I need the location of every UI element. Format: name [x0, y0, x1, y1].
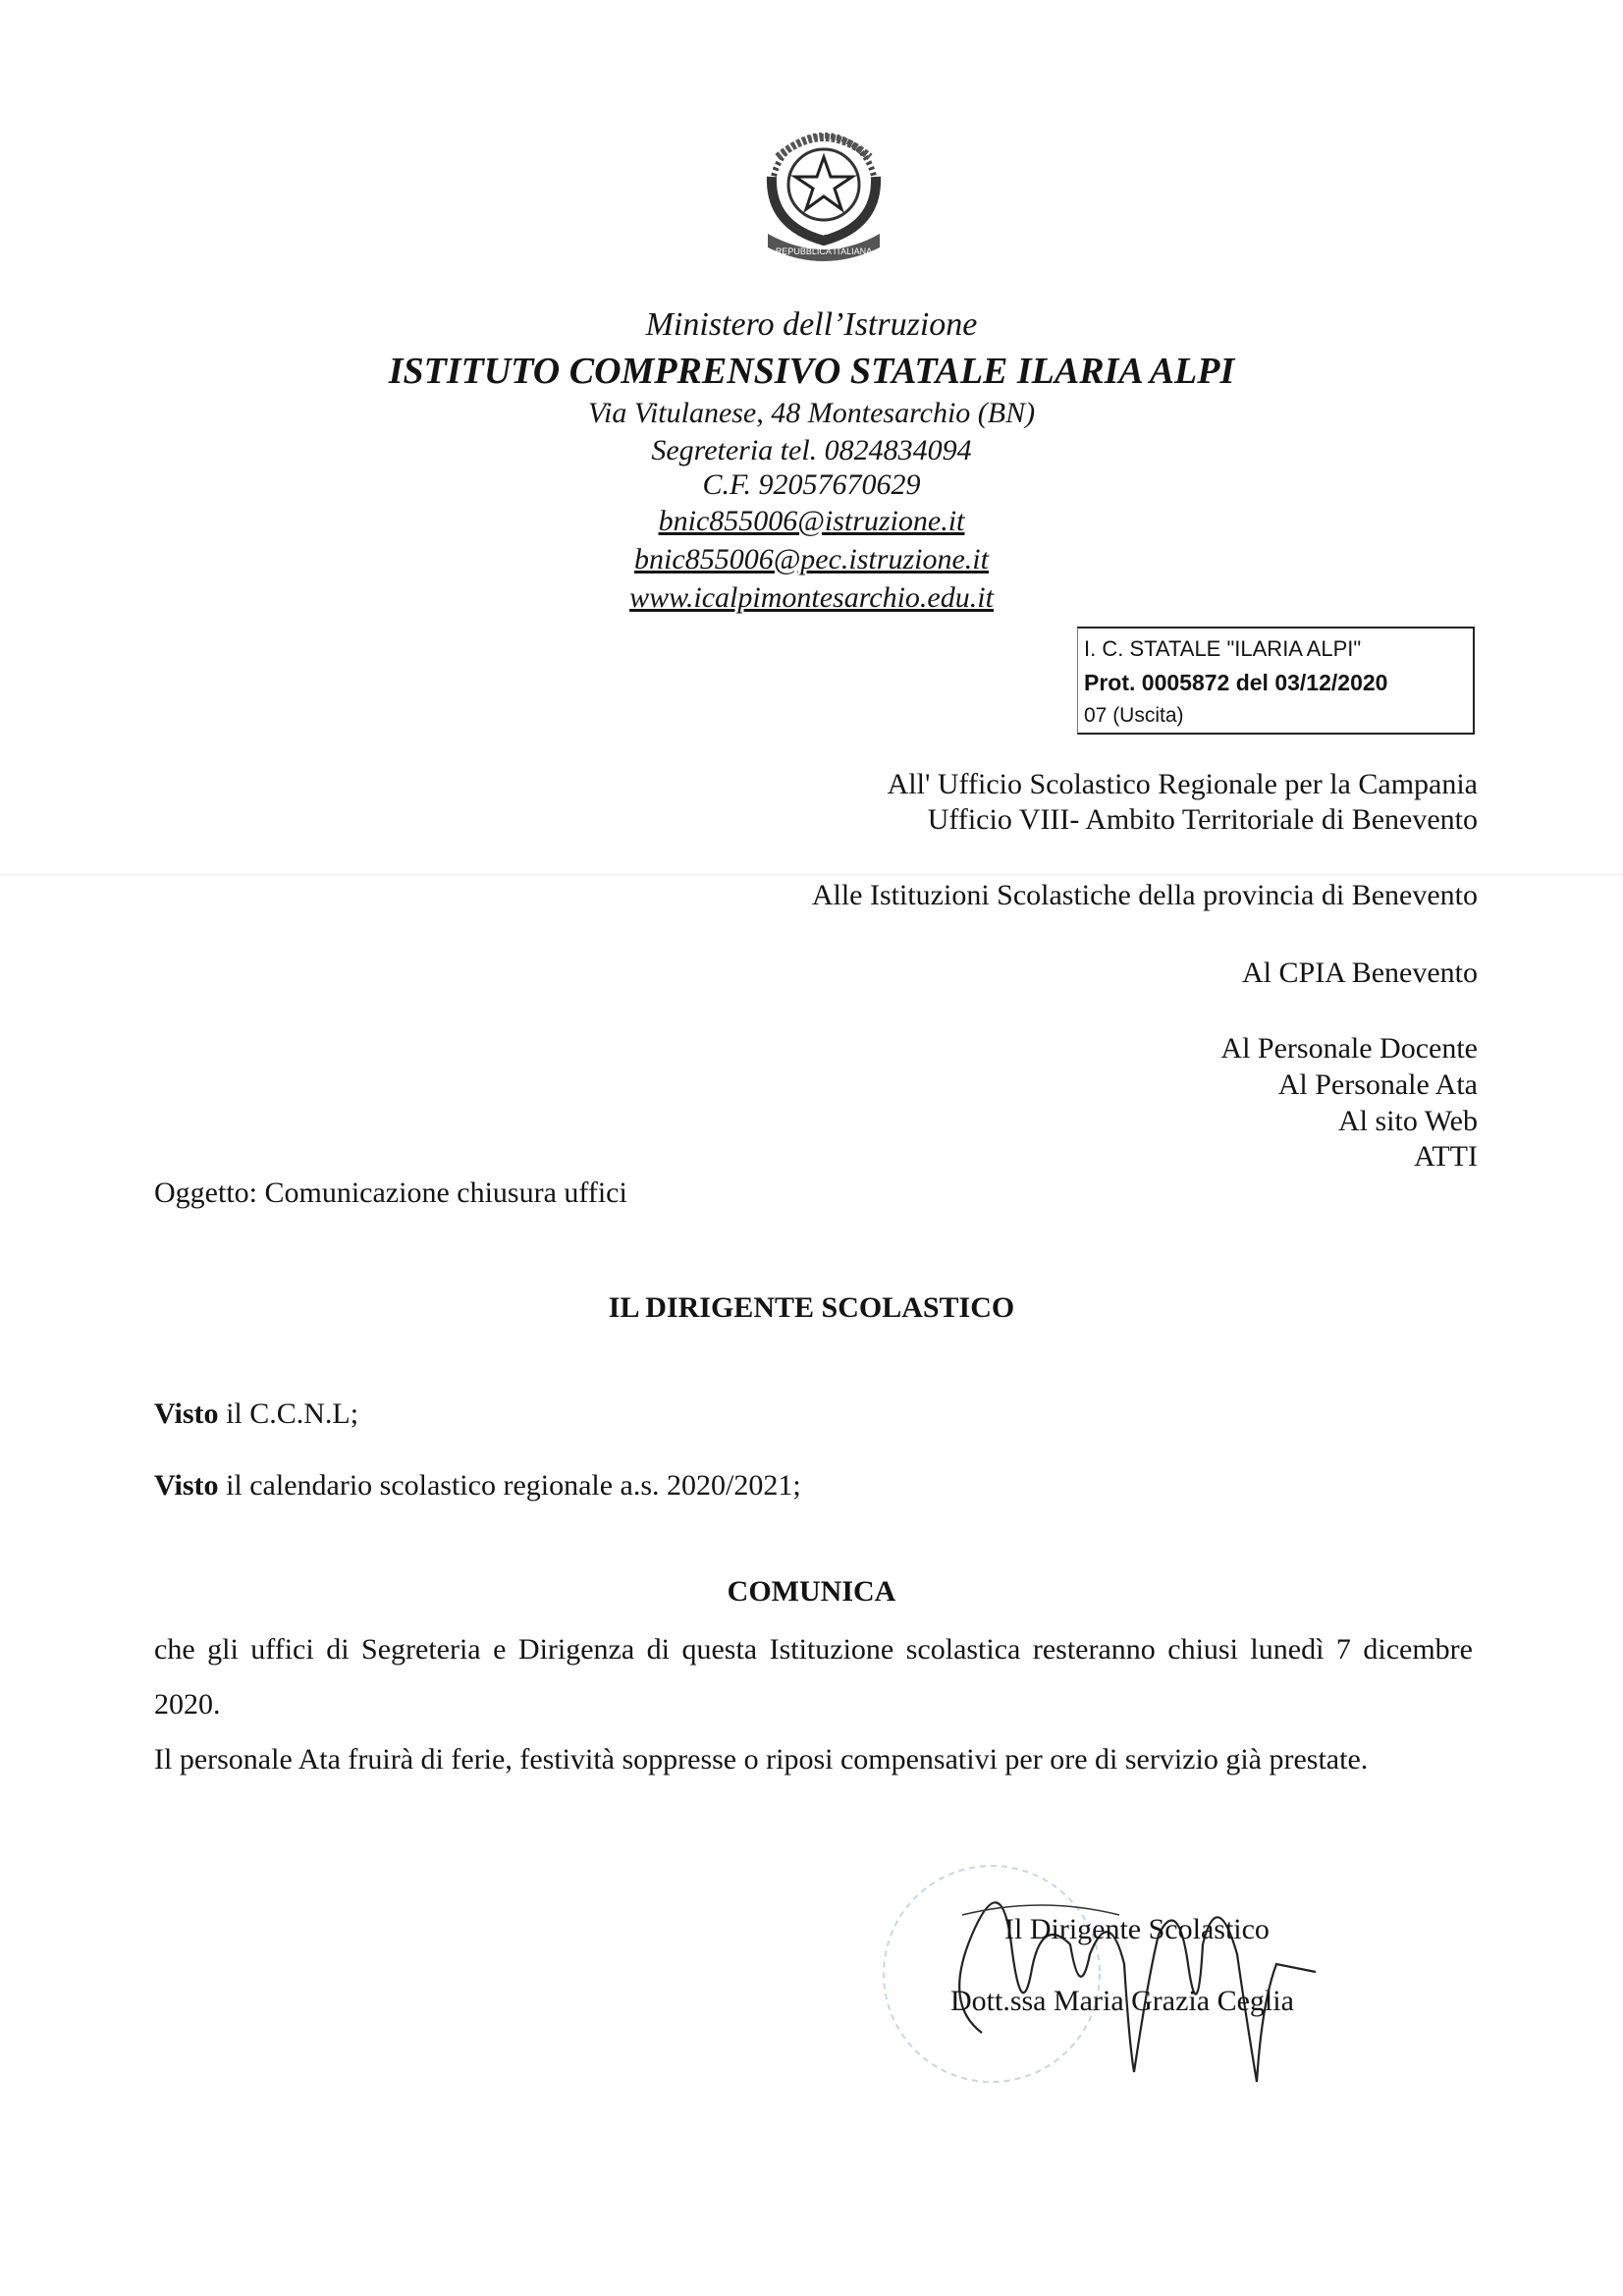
- school-name: ISTITUTO COMPRENSIVO STATALE ILARIA ALPI: [388, 351, 1235, 392]
- consideration-text: il calendario scolastico regionale a.s. 2020/2021;: [218, 1469, 801, 1502]
- svg-text:REPUBBLICA ITALIANA: REPUBBLICA ITALIANA: [775, 246, 873, 256]
- stamp-institution: I. C. STATALE "ILARIA ALPI": [1084, 636, 1362, 661]
- pec-email-link[interactable]: bnic855006@pec.istruzione.it: [634, 543, 989, 575]
- protocol-stamp: [1077, 627, 1475, 735]
- consideration-label: Visto: [154, 1397, 219, 1430]
- recipient-line: Al Personale Docente: [1220, 1032, 1478, 1065]
- recipient-line: Ufficio VIII- Ambito Territoriale di Benevento: [927, 803, 1478, 836]
- body-paragraph: Il personale Ata fruirà di ferie, festività soppresse o riposi compensativi per ore di servizio già prestate.: [154, 1743, 1369, 1776]
- website-link[interactable]: www.icalpimontesarchio.edu.it: [629, 581, 994, 614]
- scan-artifact-line: [0, 874, 1623, 875]
- stamp-protocol-number: Prot. 0005872 del 03/12/2020: [1084, 670, 1388, 695]
- ministry-name: Ministero dell’Istruzione: [645, 306, 978, 343]
- stamp-classification: 07 (Uscita): [1084, 704, 1184, 727]
- email-link[interactable]: bnic855006@istruzione.it: [658, 505, 965, 537]
- recipient-line: ATTI: [1414, 1140, 1478, 1173]
- body-paragraph: che gli uffici di Segreteria e Dirigenza di questa Istituzione scolastica resteranno chiusi lunedì 7 dicembre 2020.: [154, 1633, 1473, 1721]
- school-address: Via Vitulanese, 48 Montesarchio (BN): [587, 397, 1036, 429]
- recipient-line: Al CPIA Benevento: [1242, 957, 1478, 989]
- signature-name: Dott.ssa Maria Grazia Ceglia: [950, 1985, 1294, 2017]
- school-tax-code: C.F. 92057670629: [702, 468, 921, 501]
- consideration-text: il C.C.N.L;: [218, 1397, 359, 1430]
- consideration-line: [154, 1397, 358, 1431]
- signature-title: Il Dirigente Scolastico: [1004, 1913, 1270, 1945]
- recipient-line: Al Personale Ata: [1277, 1068, 1478, 1101]
- section-heading: IL DIRIGENTE SCOLASTICO: [608, 1291, 1015, 1324]
- subject-line: Oggetto: Comunicazione chiusura uffici: [154, 1176, 627, 1209]
- school-phone: Segreteria tel. 0824834094: [651, 434, 972, 466]
- recipient-line: All' Ufficio Scolastico Regionale per la Campania: [887, 768, 1478, 800]
- consideration-line: [154, 1469, 801, 1503]
- italian-republic-emblem-icon: [750, 118, 897, 270]
- recipient-line: Alle Istituzioni Scolastiche della provincia di Benevento: [811, 879, 1478, 911]
- consideration-label: Visto: [154, 1469, 219, 1502]
- recipient-line: Al sito Web: [1337, 1105, 1478, 1137]
- communicates-heading: COMUNICA: [727, 1575, 896, 1608]
- handwritten-signature-icon: [864, 1856, 1375, 2092]
